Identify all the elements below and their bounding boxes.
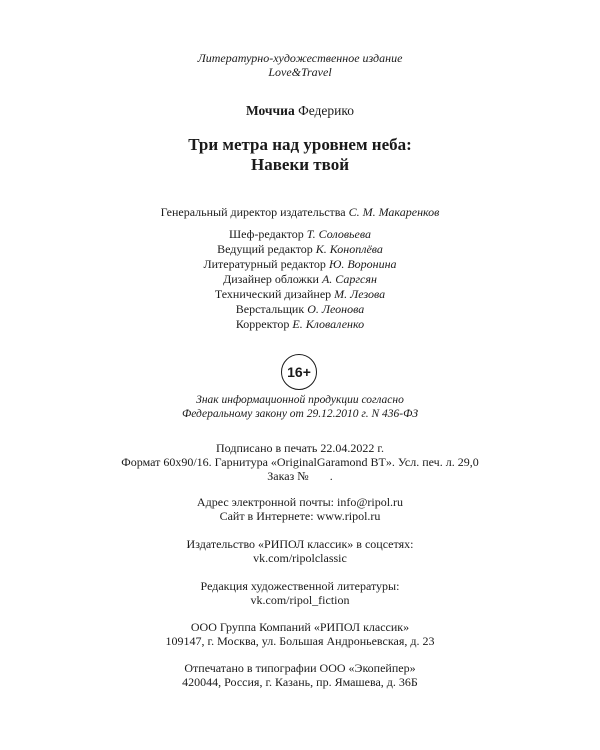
series-name: Love&Travel <box>268 65 332 79</box>
series-type: Литературно-художественное издание <box>197 51 403 65</box>
author-first-name: Федерико <box>298 103 355 118</box>
credit-role: Литературный редактор <box>203 257 326 271</box>
director-line <box>0 205 600 220</box>
age-rating-note-line1: Знак информационной продукции согласно <box>196 394 404 406</box>
credit-role: Верстальщик <box>235 302 305 316</box>
print-order: Заказ № . <box>267 469 333 483</box>
author-surname: Моччиа <box>245 103 295 118</box>
credit-line <box>0 227 600 242</box>
publisher-address: 109147, г. Москва, ул. Большая Андроньевская, д. 23 <box>165 634 435 648</box>
fiction-line1: Редакция художественной литературы: <box>200 579 400 593</box>
credit-role: Технический дизайнер <box>214 287 332 301</box>
credit-role: Дизайнер обложки <box>223 272 319 286</box>
print-signed: Подписано в печать 22.04.2022 г. <box>216 441 384 455</box>
director-role: Генеральный директор издательства <box>160 205 346 219</box>
contact-email: Адрес электронной почты: info@ripol.ru <box>196 495 404 509</box>
contact-site: Сайт в Интернете: www.ripol.ru <box>219 509 381 523</box>
credit-line <box>0 242 600 257</box>
book-title-line1: Три метра над уровнем неба: <box>188 135 412 154</box>
printer-line1: Отпечатано в типографии ООО «Экопейпер» <box>184 661 416 675</box>
credit-name: А. Саргсян <box>321 272 377 286</box>
credit-role: Шеф-редактор <box>229 227 304 241</box>
credit-role: Корректор <box>235 317 290 331</box>
credit-name: М. Лезова <box>334 287 386 301</box>
credit-name: Т. Соловьева <box>306 227 371 241</box>
book-title-line2: Навеки твой <box>251 155 349 174</box>
print-format: Формат 60x90/16. Гарнитура «OriginalGaramond BT». Усл. печ. л. 29,0 <box>121 455 479 469</box>
credit-name: Ю. Воронина <box>328 257 397 271</box>
credit-name: Е. Кловаленко <box>292 317 365 331</box>
age-rating-note-line2: Федеральному закону от 29.12.2010 г. N 436-ФЗ <box>181 408 419 420</box>
social-line1: Издательство «РИПОЛ классик» в соцсетях: <box>186 537 414 551</box>
printer-address: 420044, Россия, г. Казань, пр. Ямашева, д. 36Б <box>182 675 418 689</box>
credit-line <box>0 317 600 332</box>
credit-line <box>0 272 600 287</box>
credit-role: Ведущий редактор <box>217 242 313 256</box>
fiction-line2: vk.com/ripol_fiction <box>250 593 350 607</box>
credit-line <box>0 287 600 302</box>
credit-line <box>0 257 600 272</box>
credit-line <box>0 302 600 317</box>
credit-name: О. Леонова <box>307 302 365 316</box>
social-line2: vk.com/ripolclassic <box>253 551 347 565</box>
publisher-line1: ООО Группа Компаний «РИПОЛ классик» <box>190 620 410 634</box>
author-line <box>0 103 600 119</box>
director-name: С. М. Макаренков <box>348 205 440 219</box>
age-rating-badge: 16+ <box>281 354 317 390</box>
credit-name: К. Коноплёва <box>315 242 383 256</box>
